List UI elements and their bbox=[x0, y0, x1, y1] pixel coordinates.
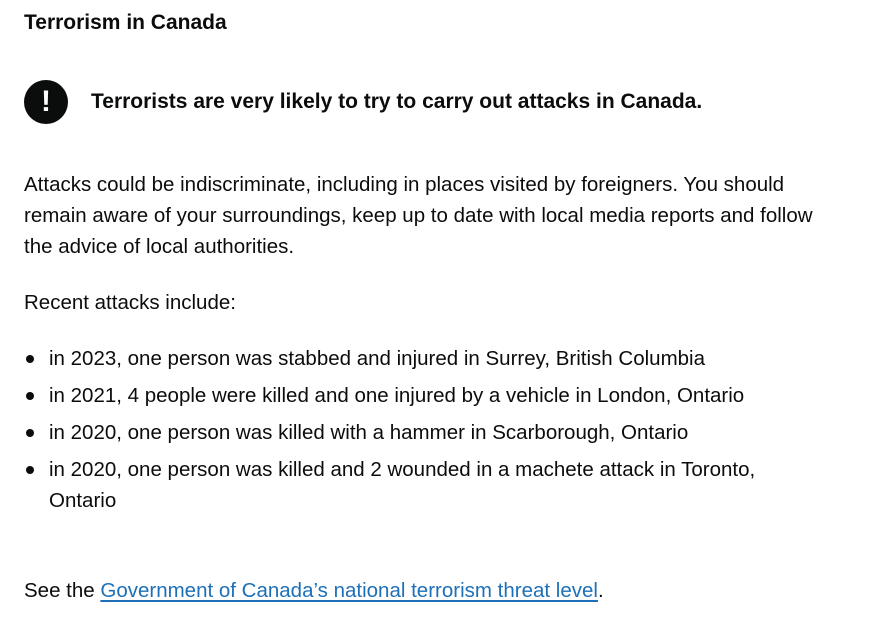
exclamation-icon: ! bbox=[24, 80, 68, 124]
see-the-paragraph bbox=[24, 575, 824, 606]
attacks-list bbox=[24, 343, 814, 522]
warning-callout bbox=[24, 80, 702, 124]
warning-text: Terrorists are very likely to try to carry out attacks in Canada. bbox=[91, 90, 703, 113]
list-item: in 2020, one person was killed with a hammer in Scarborough, Ontario bbox=[24, 417, 814, 448]
see-the-prefix: See the bbox=[24, 579, 101, 602]
list-item: in 2023, one person was stabbed and injured in Surrey, British Columbia bbox=[24, 343, 814, 374]
section-heading: Terrorism in Canada bbox=[24, 11, 227, 34]
intro-paragraph: Attacks could be indiscriminate, including in places visited by foreigners. You should remain aware of your surroundings, keep up to date with local media reports and follow the advice of local authorities. bbox=[24, 173, 813, 258]
recent-attacks-label: Recent attacks include: bbox=[24, 291, 236, 314]
list-item: in 2021, 4 people were killed and one injured by a vehicle in London, Ontario bbox=[24, 380, 814, 411]
list-item: in 2020, one person was killed and 2 wounded in a machete attack in Toronto, Ontario bbox=[24, 454, 814, 516]
threat-level-link[interactable]: Government of Canada’s national terrorism threat level bbox=[100, 579, 598, 602]
see-the-suffix: . bbox=[597, 579, 604, 602]
